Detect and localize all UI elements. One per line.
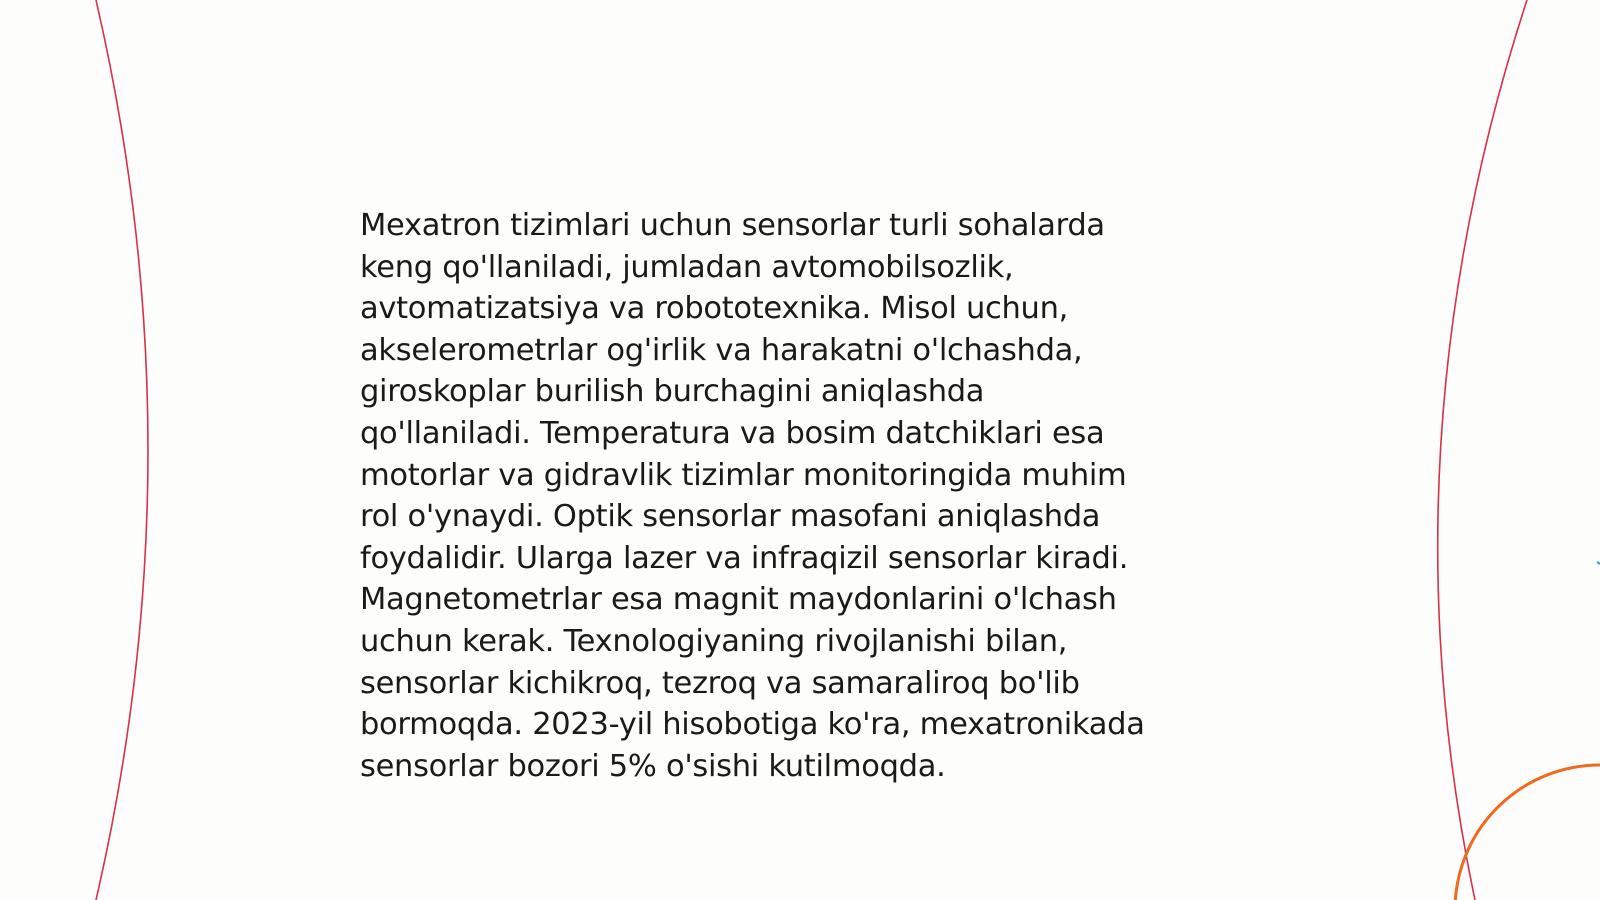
paragraph-line: Mexatron tizimlari uchun sensorlar turli sohalarda [360,208,1105,243]
paragraph-line: giroskoplar burilish burchagini aniqlashda [360,374,985,410]
paragraph-line: Magnetometrlar esa magnit maydonlarini o'lchash [360,582,1117,618]
paragraph-line: uchun kerak. Texnologiyaning rivojlanishi bilan, [360,623,1068,659]
paragraph-line: foydalidir. Ularga lazer va infraqizil sensorlar kiradi. [360,540,1129,576]
left-curve-line [96,0,148,900]
paragraph-line: keng qo'llaniladi, jumladan avtomobilsozlik, [360,249,1014,285]
paragraph-line: bormoqda. 2023-yil hisobotiga ko'ra, mexatronikada [360,707,1145,743]
paragraph-line: sensorlar bozori 5% o'sishi kutilmoqda. [360,748,946,784]
paragraph-line: sensorlar kichikroq, tezroq va samaraliroq bo'lib [360,665,1080,701]
paragraph-line: rol o'ynaydi. Optik sensorlar masofani aniqlashda [360,499,1101,535]
body-paragraph [360,205,1220,787]
right-curve-line [1438,0,1527,900]
paragraph-line: qo'llaniladi. Temperatura va bosim datchiklari esa [360,415,1105,451]
paragraph-line: akselerometrlar og'irlik va harakatni o'lchashda, [360,332,1083,368]
paragraph-line: avtomatizatsiya va robototexnika. Misol uchun, [360,291,1068,327]
paragraph-line: motorlar va gidravlik tizimlar monitoringida muhim [360,457,1127,493]
orange-ring-decoration [1455,765,1600,900]
